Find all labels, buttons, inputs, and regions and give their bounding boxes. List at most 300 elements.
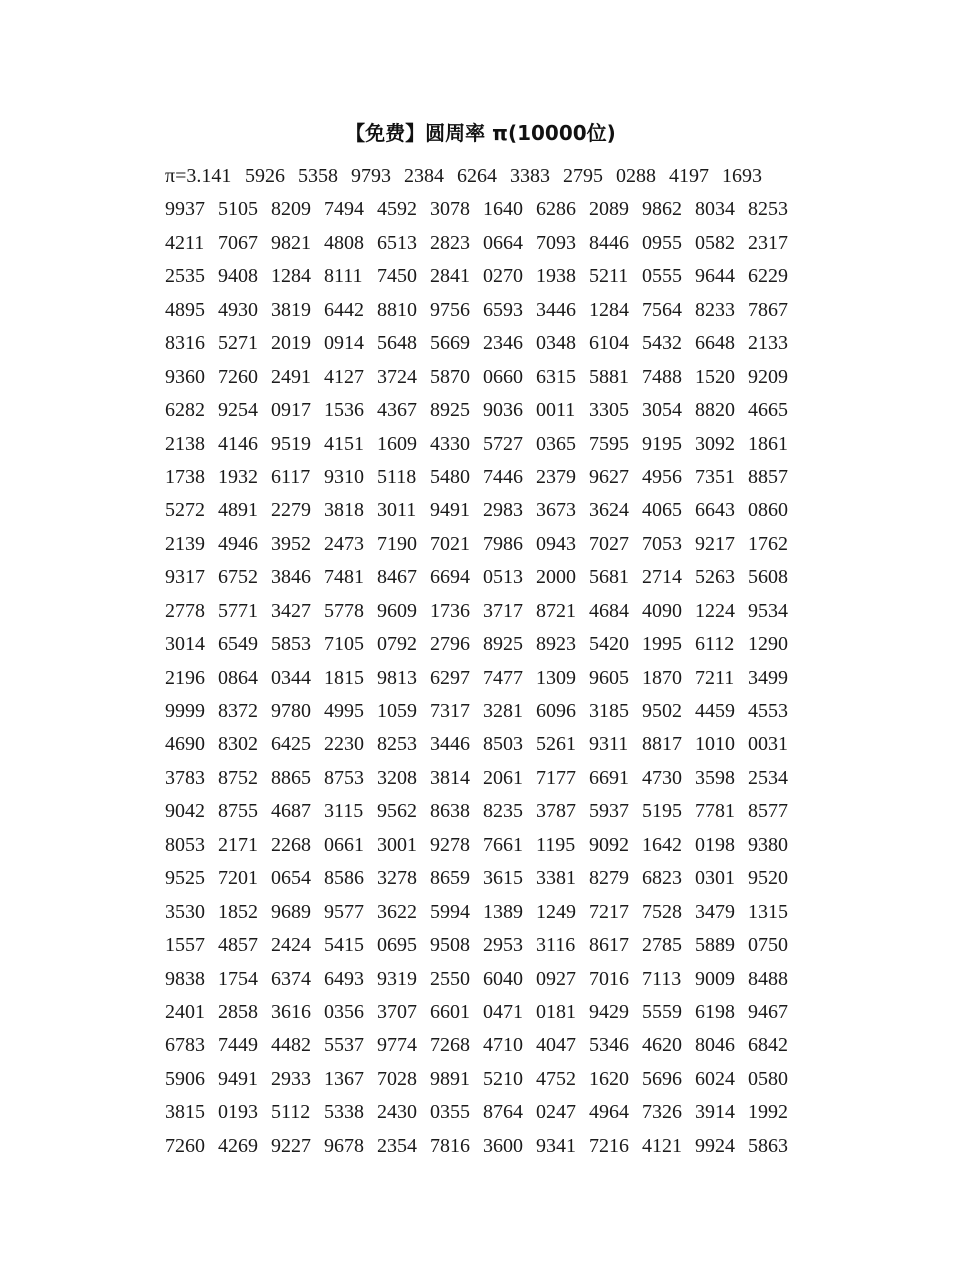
- digit-group: 4684: [589, 599, 629, 622]
- digit-group: 6493: [324, 967, 364, 990]
- digit-row: [165, 528, 801, 561]
- digit-group: 5263: [695, 566, 735, 589]
- digit-group: 8111: [324, 265, 363, 288]
- digit-row: [165, 963, 801, 996]
- digit-group: 3818: [324, 499, 364, 522]
- digit-group: 2354: [377, 1134, 417, 1157]
- digit-group: 2550: [430, 967, 470, 990]
- digit-group: 8820: [695, 399, 735, 422]
- digit-group: 9999: [165, 700, 205, 722]
- digit-group: 8721: [536, 599, 576, 622]
- digit-group: 1932: [218, 465, 258, 488]
- digit-group: 4895: [165, 298, 205, 321]
- digit-group: 5118: [377, 465, 417, 488]
- digit-group: 9862: [642, 198, 682, 221]
- digit-group: 3815: [165, 1101, 205, 1124]
- digit-group: 2983: [483, 499, 523, 522]
- digit-group: 1736: [430, 599, 470, 622]
- digit-group: 9519: [271, 432, 311, 455]
- digit-group: 7028: [377, 1067, 417, 1090]
- digit-group: 2778: [165, 599, 205, 622]
- digit-group: 1815: [324, 666, 364, 689]
- digit-group: 3622: [377, 900, 417, 923]
- digit-group: 0661: [324, 833, 364, 856]
- digit-group: 7268: [430, 1034, 470, 1057]
- digit-group: 2473: [324, 532, 364, 555]
- digit-group: 8053: [165, 833, 205, 856]
- digit-group: 4553: [748, 700, 788, 722]
- digit-group: 4047: [536, 1034, 576, 1057]
- digit-group: 0955: [642, 231, 682, 254]
- digit-group: 7317: [430, 700, 470, 722]
- digit-group: 2933: [271, 1067, 311, 1090]
- digit-group: 0288: [616, 165, 656, 187]
- digit-group: 2714: [642, 566, 682, 589]
- digit-row: [165, 728, 801, 761]
- digit-group: 2384: [404, 165, 444, 187]
- digit-group: 0198: [695, 833, 735, 856]
- digit-group: 7494: [324, 198, 364, 221]
- digit-group: 0914: [324, 332, 364, 355]
- digit-group: 9508: [430, 934, 470, 957]
- digit-group: 4857: [218, 934, 258, 957]
- digit-row: [165, 662, 801, 695]
- digit-group: 2424: [271, 934, 311, 957]
- digit-group: 3952: [271, 532, 311, 555]
- digit-row: [165, 294, 801, 327]
- digit-group: 5338: [324, 1101, 364, 1124]
- digit-group: 8316: [165, 332, 205, 355]
- digit-group: 9793: [351, 165, 391, 187]
- digit-group: 5346: [589, 1034, 629, 1057]
- digit-group: 4665: [748, 399, 788, 422]
- digit-group: 3787: [536, 800, 576, 823]
- digit-group: 2230: [324, 733, 364, 756]
- digit-group: 7093: [536, 231, 576, 254]
- digit-group: 6117: [271, 465, 311, 488]
- digit-group: 6691: [589, 766, 629, 789]
- digit-group: 2000: [536, 566, 576, 589]
- digit-group: 7488: [642, 365, 682, 388]
- digit-group: 2138: [165, 432, 205, 455]
- digit-group: 7211: [695, 666, 735, 689]
- digit-group: 1367: [324, 1067, 364, 1090]
- digit-group: 1389: [483, 900, 523, 923]
- digit-group: 5727: [483, 432, 523, 455]
- digit-group: 0660: [483, 365, 523, 388]
- digit-group: 9774: [377, 1034, 417, 1057]
- digit-group: 8446: [589, 231, 629, 254]
- digit-group: 9689: [271, 900, 311, 923]
- digit-group: 8752: [218, 766, 258, 789]
- digit-group: 4946: [218, 532, 258, 555]
- digit-group: 2133: [748, 332, 788, 355]
- digit-group: 3305: [589, 399, 629, 422]
- digit-group: 5358: [298, 165, 338, 187]
- digit-group: 4620: [642, 1034, 682, 1057]
- digit-group: 5195: [642, 800, 682, 823]
- digit-group: 2089: [589, 198, 629, 221]
- digit-group: 3427: [271, 599, 311, 622]
- digit-group: 5870: [430, 365, 470, 388]
- digit-group: 8865: [271, 766, 311, 789]
- digit-group: 9924: [695, 1134, 735, 1157]
- digit-group: 4710: [483, 1034, 523, 1057]
- digit-group: 0864: [218, 666, 258, 689]
- digit-group: 5994: [430, 900, 470, 923]
- digit-group: 9577: [324, 900, 364, 923]
- digit-group: 5537: [324, 1034, 364, 1057]
- digit-group: 9042: [165, 800, 205, 823]
- digit-group: 7867: [748, 298, 788, 321]
- digit-group: 2491: [271, 365, 311, 388]
- digit-group: 9467: [748, 1000, 788, 1023]
- digit-group: 7067: [218, 231, 258, 254]
- digit-group: 0471: [483, 1000, 523, 1023]
- digit-group: 3717: [483, 599, 523, 622]
- digit-group: 3381: [536, 867, 576, 890]
- digit-group: 0348: [536, 332, 576, 355]
- digit-group: 8923: [536, 633, 576, 656]
- digit-group: 5211: [589, 265, 629, 288]
- digit-group: 0247: [536, 1101, 576, 1124]
- digit-group: 7986: [483, 532, 523, 555]
- digit-row: [165, 361, 801, 394]
- digit-row: [165, 1029, 801, 1062]
- digit-group: 1861: [748, 432, 788, 455]
- digit-row: [165, 260, 801, 293]
- digit-group: 3014: [165, 633, 205, 656]
- digit-group: 4151: [324, 432, 364, 455]
- digit-group: 2430: [377, 1101, 417, 1124]
- digit-group: 0344: [271, 666, 311, 689]
- digit-group: 4367: [377, 399, 417, 422]
- digit-group: 1536: [324, 399, 364, 422]
- digit-group: 9838: [165, 967, 205, 990]
- digit-group: 0580: [748, 1067, 788, 1090]
- digit-group: 8046: [695, 1034, 735, 1057]
- digit-group: 9310: [324, 465, 364, 488]
- digit-group: 9092: [589, 833, 629, 856]
- digit-group: 7816: [430, 1134, 470, 1157]
- digit-group: 3281: [483, 700, 523, 722]
- digit-group: 5669: [430, 332, 470, 355]
- digit-group: 1938: [536, 265, 576, 288]
- digit-group: 9821: [271, 231, 311, 254]
- digit-group: 6104: [589, 332, 629, 355]
- digit-group: 0917: [271, 399, 311, 422]
- digit-group: 0365: [536, 432, 576, 455]
- digit-group: 8302: [218, 733, 258, 756]
- digit-group: 5420: [589, 633, 629, 656]
- digit-group: 5937: [589, 800, 629, 823]
- digit-group: 8209: [271, 198, 311, 221]
- digit-group: 2534: [748, 766, 788, 789]
- digit-group: 5771: [218, 599, 258, 622]
- digit-group: 9756: [430, 298, 470, 321]
- digit-group: 9360: [165, 365, 205, 388]
- digit-group: 9491: [218, 1067, 258, 1090]
- digit-group: 9209: [748, 365, 788, 388]
- digit-group: 5863: [748, 1134, 788, 1157]
- digit-group: 5432: [642, 332, 682, 355]
- digit-group: 1754: [218, 967, 258, 990]
- digit-group: 9429: [589, 1000, 629, 1023]
- digit-group: 3185: [589, 700, 629, 722]
- digit-group: 1059: [377, 700, 417, 722]
- digit-group: 0193: [218, 1101, 258, 1124]
- digit-group: 5105: [218, 198, 258, 221]
- digit-group: 5696: [642, 1067, 682, 1090]
- digit-row: [165, 628, 801, 661]
- digit-group: 9217: [695, 532, 735, 555]
- digit-group: 1557: [165, 934, 205, 957]
- digit-group: 9009: [695, 967, 735, 990]
- digit-group: 0555: [642, 265, 682, 288]
- digit-group: 3673: [536, 499, 576, 522]
- digit-group: 5271: [218, 332, 258, 355]
- digit-group: 4891: [218, 499, 258, 522]
- digit-group: 3600: [483, 1134, 523, 1157]
- digit-group: 3814: [430, 766, 470, 789]
- digit-group: 3115: [324, 800, 364, 823]
- digit-group: 4211: [165, 231, 205, 254]
- digit-group: 141: [201, 165, 232, 187]
- digit-group: 6842: [748, 1034, 788, 1057]
- digit-group: 7190: [377, 532, 417, 555]
- digit-group: 2785: [642, 934, 682, 957]
- digit-group: 2139: [165, 532, 205, 555]
- digit-group: 4808: [324, 231, 364, 254]
- digit-group: 4592: [377, 198, 417, 221]
- digit-group: 7016: [589, 967, 629, 990]
- digit-group: 1224: [695, 599, 735, 622]
- digit-group: 7260: [165, 1134, 205, 1157]
- digit-group: 7201: [218, 867, 258, 890]
- digit-group: 4127: [324, 365, 364, 388]
- digit-group: 3616: [271, 1000, 311, 1023]
- digit-row: [165, 862, 801, 895]
- digit-group: 5608: [748, 566, 788, 589]
- digit-group: 8810: [377, 298, 417, 321]
- digit-group: 2019: [271, 332, 311, 355]
- digit-group: 4956: [642, 465, 682, 488]
- digit-group: 9627: [589, 465, 629, 488]
- digit-group: 8253: [377, 733, 417, 756]
- pi-prefix: π=3.: [165, 165, 202, 187]
- digit-row: [165, 227, 801, 260]
- digit-group: 3208: [377, 766, 417, 789]
- digit-group: 7027: [589, 532, 629, 555]
- digit-group: 8617: [589, 934, 629, 957]
- digit-group: 0664: [483, 231, 523, 254]
- digit-group: 7595: [589, 432, 629, 455]
- digit-group: 2268: [271, 833, 311, 856]
- digit-row: [165, 1063, 801, 1096]
- digit-group: 8857: [748, 465, 788, 488]
- digit-group: 5272: [165, 499, 205, 522]
- digit-group: 1762: [748, 532, 788, 555]
- digit-group: 3278: [377, 867, 417, 890]
- digit-group: 2823: [430, 231, 470, 254]
- digit-group: 9502: [642, 700, 682, 722]
- digit-group: 1995: [642, 633, 682, 656]
- digit-group: 8279: [589, 867, 629, 890]
- digit-group: 7216: [589, 1134, 629, 1157]
- digit-group: 1642: [642, 833, 682, 856]
- digit-group: 1249: [536, 900, 576, 923]
- digit-row: [165, 929, 801, 962]
- digit-group: 7177: [536, 766, 576, 789]
- digit-group: 8503: [483, 733, 523, 756]
- digit-group: 8233: [695, 298, 735, 321]
- digit-group: 3446: [430, 733, 470, 756]
- digit-group: 1284: [589, 298, 629, 321]
- digit-group: 7661: [483, 833, 523, 856]
- digit-group: 1520: [695, 365, 735, 388]
- digit-group: 1992: [748, 1101, 788, 1124]
- digit-group: 0301: [695, 867, 735, 890]
- digit-group: 0582: [695, 231, 735, 254]
- digit-group: 9644: [695, 265, 735, 288]
- digit-group: 1284: [271, 265, 311, 288]
- digit-group: 4730: [642, 766, 682, 789]
- digit-group: 0927: [536, 967, 576, 990]
- digit-group: 5112: [271, 1101, 311, 1124]
- digit-group: 5853: [271, 633, 311, 656]
- digit-group: 4995: [324, 700, 364, 722]
- digit-group: 6823: [642, 867, 682, 890]
- digit-group: 1290: [748, 633, 788, 656]
- digit-group: 9678: [324, 1134, 364, 1157]
- digit-group: 2379: [536, 465, 576, 488]
- digit-group: 7113: [642, 967, 682, 990]
- digit-group: 4482: [271, 1034, 311, 1057]
- digit-group: 3092: [695, 432, 735, 455]
- digit-group: 4197: [669, 165, 709, 187]
- digit-group: 2795: [563, 165, 603, 187]
- digit-group: 3011: [377, 499, 417, 522]
- pi-leading-group: [165, 160, 245, 193]
- digit-group: 9319: [377, 967, 417, 990]
- digit-group: 2841: [430, 265, 470, 288]
- digit-group: 9195: [642, 432, 682, 455]
- digit-group: 3914: [695, 1101, 735, 1124]
- digit-group: 8925: [483, 633, 523, 656]
- digit-group: 6643: [695, 499, 735, 522]
- digit-group: 6783: [165, 1034, 205, 1057]
- digit-group: 0695: [377, 934, 417, 957]
- digit-group: 0181: [536, 1000, 576, 1023]
- digit-group: 1693: [722, 165, 762, 187]
- digit-row: [165, 1130, 801, 1163]
- digit-group: 7217: [589, 900, 629, 923]
- digit-group: 2401: [165, 1000, 205, 1023]
- digit-group: 3846: [271, 566, 311, 589]
- digit-group: 8488: [748, 967, 788, 990]
- digit-group: 2796: [430, 633, 470, 656]
- digit-group: 6229: [748, 265, 788, 288]
- digit-group: 3499: [748, 666, 788, 689]
- digit-group: 0943: [536, 532, 576, 555]
- digit-group: 9278: [430, 833, 470, 856]
- digit-group: 6198: [695, 1000, 735, 1023]
- digit-group: 0792: [377, 633, 417, 656]
- digit-row: [165, 327, 801, 360]
- digit-row: [165, 896, 801, 929]
- digit-group: 3724: [377, 365, 417, 388]
- digit-group: 5926: [245, 165, 285, 187]
- digit-group: 6694: [430, 566, 470, 589]
- digit-group: 0031: [748, 733, 788, 756]
- digit-group: 4690: [165, 733, 205, 756]
- digit-group: 7021: [430, 532, 470, 555]
- digit-group: 6024: [695, 1067, 735, 1090]
- digit-group: 7450: [377, 265, 417, 288]
- digit-row: [165, 494, 801, 527]
- digit-group: 5889: [695, 934, 735, 957]
- digit-group: 3446: [536, 298, 576, 321]
- digit-group: 1852: [218, 900, 258, 923]
- digit-group: 6096: [536, 700, 576, 722]
- digit-group: 6442: [324, 298, 364, 321]
- digit-group: 4964: [589, 1101, 629, 1124]
- digit-group: 4090: [642, 599, 682, 622]
- digit-group: 3530: [165, 900, 205, 923]
- digit-group: 9317: [165, 566, 205, 589]
- digit-group: 6374: [271, 967, 311, 990]
- digit-row: [165, 428, 801, 461]
- digit-group: 1010: [695, 733, 735, 756]
- digit-group: 4459: [695, 700, 735, 722]
- digit-group: 1870: [642, 666, 682, 689]
- digit-group: 1309: [536, 666, 576, 689]
- digit-group: 9534: [748, 599, 788, 622]
- digit-group: 8253: [748, 198, 788, 221]
- digit-group: 3078: [430, 198, 470, 221]
- digit-group: 0270: [483, 265, 523, 288]
- digit-group: 8467: [377, 566, 417, 589]
- digit-group: 9937: [165, 198, 205, 221]
- digit-row: [165, 561, 801, 594]
- digit-group: 9891: [430, 1067, 470, 1090]
- digit-group: 1195: [536, 833, 576, 856]
- digit-group: 3707: [377, 1000, 417, 1023]
- digit-group: 7781: [695, 800, 735, 823]
- digit-group: 6040: [483, 967, 523, 990]
- digit-group: 6112: [695, 633, 735, 656]
- digit-group: 9780: [271, 700, 311, 722]
- digit-group: 1315: [748, 900, 788, 923]
- digit-group: 9254: [218, 399, 258, 422]
- digit-group: 9605: [589, 666, 629, 689]
- digit-group: 7326: [642, 1101, 682, 1124]
- digit-group: 7528: [642, 900, 682, 923]
- digit-group: 4269: [218, 1134, 258, 1157]
- digit-group: 0011: [536, 399, 576, 422]
- digit-group: 8586: [324, 867, 364, 890]
- digit-group: 5778: [324, 599, 364, 622]
- digit-group: 5881: [589, 365, 629, 388]
- digit-row: [165, 461, 801, 494]
- digit-group: 6297: [430, 666, 470, 689]
- digit-group: 2317: [748, 231, 788, 254]
- digit-group: 3598: [695, 766, 735, 789]
- digit-group: 7351: [695, 465, 735, 488]
- digit-group: 9408: [218, 265, 258, 288]
- digit-group: 6549: [218, 633, 258, 656]
- digit-row: [165, 394, 801, 427]
